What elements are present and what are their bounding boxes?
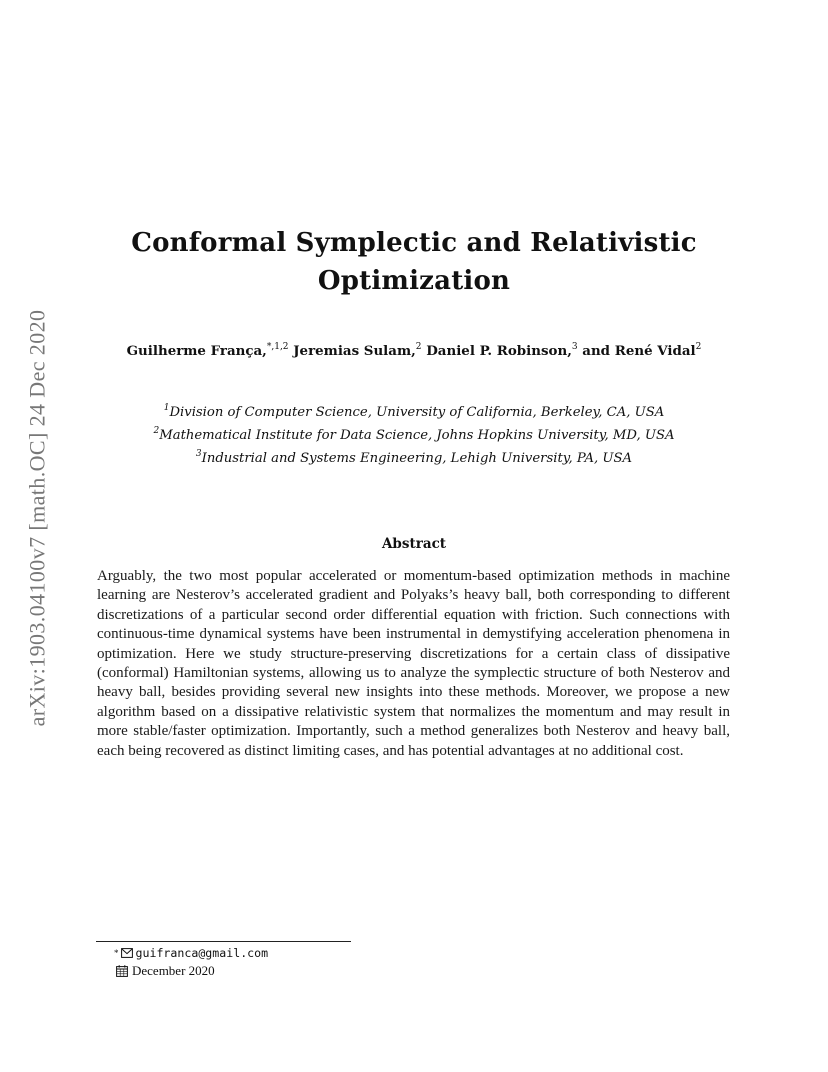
title-line-2: Optimization (317, 266, 511, 296)
author-name: Guilherme França, (126, 343, 267, 359)
footnote-email: * guifranca@gmail.com (114, 946, 269, 960)
arxiv-sidebar-stamp (20, 264, 54, 772)
footnote-divider (96, 941, 351, 942)
author-name: Jeremias Sulam, (293, 343, 416, 359)
calendar-icon (116, 965, 128, 977)
arxiv-identifier: arXiv:1903.04100v7 [math.OC] 24 Dec 2020 (24, 309, 50, 727)
affiliation-mark: 1 (163, 403, 170, 413)
author-marks: 2 (695, 342, 702, 352)
title-line-1: Conformal Symplectic and Relativistic (131, 228, 697, 258)
affiliation-text: Industrial and Systems Engineering, Lehigh University, PA, USA (201, 451, 633, 466)
author-marks: *,1,2 (266, 342, 289, 352)
footnotes (114, 944, 268, 980)
affiliation-mark: 3 (195, 449, 202, 459)
abstract-text: Arguably, the two most popular accelerated or momentum-based optimization methods in machine learning are Nesterov’s accelerated gradient and Polyaks’s heavy ball, both corresponding to different discretizations of a particular second order differential equation with friction. Such connections with continuous-time dynamical systems have been instrumental in demystifying acceleration phenomena in optimization. Here we study structure-preserving discretizations for a certain class of dissipative (conformal) Hamiltonian systems, allowing us to analyze the symplectic structure of both Nesterov and heavy ball, besides providing several new insights into these methods. Moreover, we propose a new algorithm based on a dissipative relativistic system that normalizes the momentum and may result in more stable/faster optimization. Importantly, such a method generalizes both Nesterov and heavy ball, each being recovered as distinct limiting cases, and has potential advantages at no additional cost. (97, 568, 730, 759)
abstract-heading: Abstract (381, 536, 447, 552)
affiliation-item (100, 424, 728, 447)
paper-title (100, 224, 728, 300)
author-list (100, 343, 728, 359)
affiliation-item (100, 447, 728, 470)
footnote-date (114, 962, 268, 980)
author-name: Daniel P. Robinson, (426, 343, 572, 359)
envelope-icon (121, 948, 133, 958)
footnote-date-text: December 2020 (132, 963, 215, 978)
author-marks: 2 (415, 342, 422, 352)
email-address[interactable]: guifranca@gmail.com (135, 946, 269, 960)
affiliation-list (100, 401, 728, 470)
affiliation-text: Mathematical Institute for Data Science, Johns Hopkins University, MD, USA (159, 428, 675, 443)
author-name: and René Vidal (582, 343, 696, 359)
affiliation-text: Division of Computer Science, University of California, Berkeley, CA, USA (169, 405, 665, 420)
author-marks: 3 (571, 342, 578, 352)
affiliation-mark: 2 (153, 426, 160, 436)
affiliation-item (100, 401, 728, 424)
